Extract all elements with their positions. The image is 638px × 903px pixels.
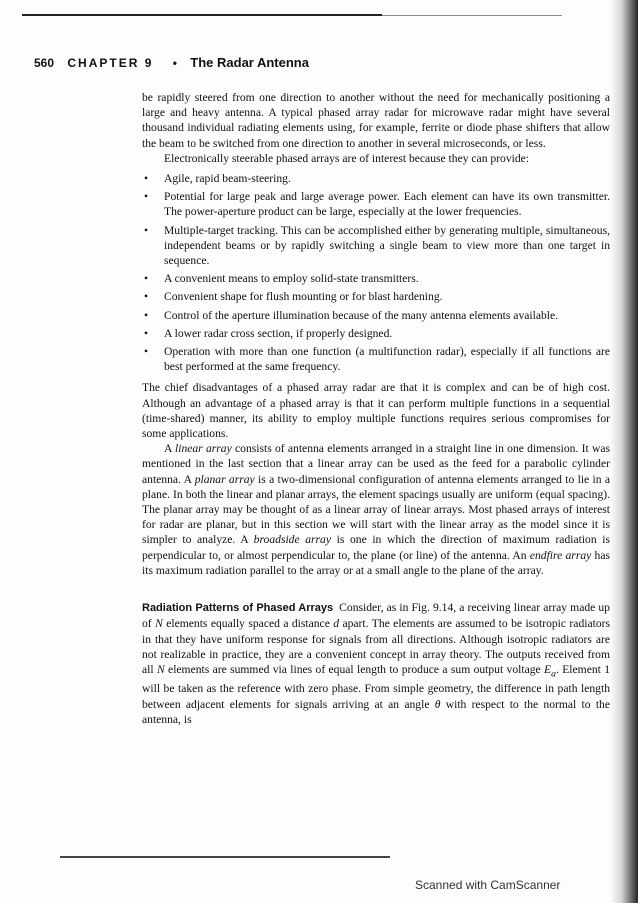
scanner-watermark: Scanned with CamScanner bbox=[415, 878, 561, 892]
top-rule bbox=[22, 14, 382, 16]
list-item: • Operation with more than one function (a multifunction radar), especially if all functions are best performed at the same frequency. bbox=[142, 344, 610, 374]
list-item: • A convenient means to employ solid-state transmitters. bbox=[142, 271, 610, 286]
section-gap bbox=[142, 578, 610, 600]
list-item: • Agile, rapid beam-steering. bbox=[142, 171, 610, 186]
list-item: • A lower radar cross section, if properly designed. bbox=[142, 326, 610, 341]
list-item: • Convenient shape for flush mounting or for blast hardening. bbox=[142, 289, 610, 304]
text-run: A bbox=[164, 442, 175, 456]
page-number: 560 bbox=[34, 56, 55, 70]
term-endfire-array: endfire array bbox=[529, 548, 592, 562]
page-edge-shadow bbox=[610, 0, 638, 903]
paragraph-2: Electronically steerable phased arrays are of interest because they can provide: bbox=[164, 151, 530, 165]
paragraph-3: The chief disadvantages of a phased array radar are that it is complex and can be of high cost. Although an advantage of a phased array is that it can perform multiple functions in a sequential (time-shared) manner, its ability to employ multiple functions requires serious compromises for some applications. bbox=[142, 381, 610, 441]
text-run: with respect to the normal to the antenna, is bbox=[142, 697, 610, 726]
running-header bbox=[34, 55, 309, 70]
header-bullet: • bbox=[172, 56, 177, 70]
paragraph-1: be rapidly steered from one direction to another without the need for mechanically positioning a large and heavy antenna. A typical phased array radar for microwave radar might have several thousand individual radiating elements using, for example, ferrite or diode phase shifters that allow the beam to be switched from one direction to another in several microseconds, or less. bbox=[142, 91, 610, 150]
list-item: • Control of the aperture illumination because of the many antenna elements available. bbox=[142, 308, 610, 323]
text-run: has its maximum radiation parallel to the array or at a small angle to the plane of the array. bbox=[142, 548, 610, 577]
text-run: elements equally spaced a distance bbox=[162, 617, 334, 631]
term-linear-array: linear array bbox=[175, 442, 232, 456]
body-text bbox=[142, 90, 610, 727]
advantages-list bbox=[142, 171, 610, 374]
list-item: • Potential for large peak and large average power. Each element can have its own transmitter. The power-aperture product can be large, especially at the lower frequencies. bbox=[142, 189, 610, 219]
variable-d: d bbox=[333, 617, 340, 631]
bottom-rule bbox=[60, 856, 390, 858]
variable-e: E bbox=[544, 662, 552, 676]
subscript-a: a bbox=[551, 668, 556, 680]
variable-n: N bbox=[156, 662, 165, 676]
chapter-title: The Radar Antenna bbox=[190, 55, 309, 70]
text-run: Consider, as in Fig. 9.14, a receiving linear array made up of bbox=[142, 601, 610, 631]
variable-n: N bbox=[155, 617, 163, 631]
chapter-label: CHAPTER 9 bbox=[67, 56, 154, 70]
text-run: consists of antenna elements arranged in a straight line in one dimension. It was mentioned in the last section that a linear array can be used as the feed for a parabolic cylinder antenna. A bbox=[142, 442, 610, 486]
top-rule-faint bbox=[382, 15, 562, 16]
text-run: is one in which the direction of maximum radiation is perpendicular to, or almost perpendicular to, the plane (or line) of the antenna. An bbox=[142, 533, 610, 562]
text-run: . Element 1 will be taken as the reference with zero phase. From simple geometry, the difference in path length between adjacent elements for signals arriving at an angle bbox=[142, 662, 611, 711]
term-broadside-array: broadside array bbox=[253, 533, 331, 547]
text-run: elements are summed via lines of equal length to produce a sum output voltage bbox=[164, 662, 545, 676]
list-item: • Multiple-target tracking. This can be accomplished either by generating multiple, simultaneous, independent beams or by rapidly switching a single beam to view more than one target in sequence. bbox=[142, 223, 610, 269]
paragraph-4 bbox=[142, 441, 610, 578]
paragraph-5 bbox=[142, 600, 610, 727]
section-heading: Radiation Patterns of Phased Arrays bbox=[142, 602, 334, 615]
text-run: is a two-dimensional configuration of antenna elements arranged to lie in a plane. In both the linear and planar arrays, the element spacings usually are uniform (equal spacing). The planar array may be thought of as a linear array of linear arrays. Most phased arrays of interest for radar are planar, but in this section we will start with the linear array as the model since it is simpler to analyze. A bbox=[142, 472, 611, 547]
variable-theta: θ bbox=[434, 697, 441, 711]
term-planar-array: planar array bbox=[194, 472, 255, 486]
text-run: apart. The elements are assumed to be isotropic radiators in that they have uniform response for signals from all directions. Although isotropic radiators are not realizable in practice, they are a convenient concept in array theory. The outputs received from all bbox=[142, 617, 610, 676]
